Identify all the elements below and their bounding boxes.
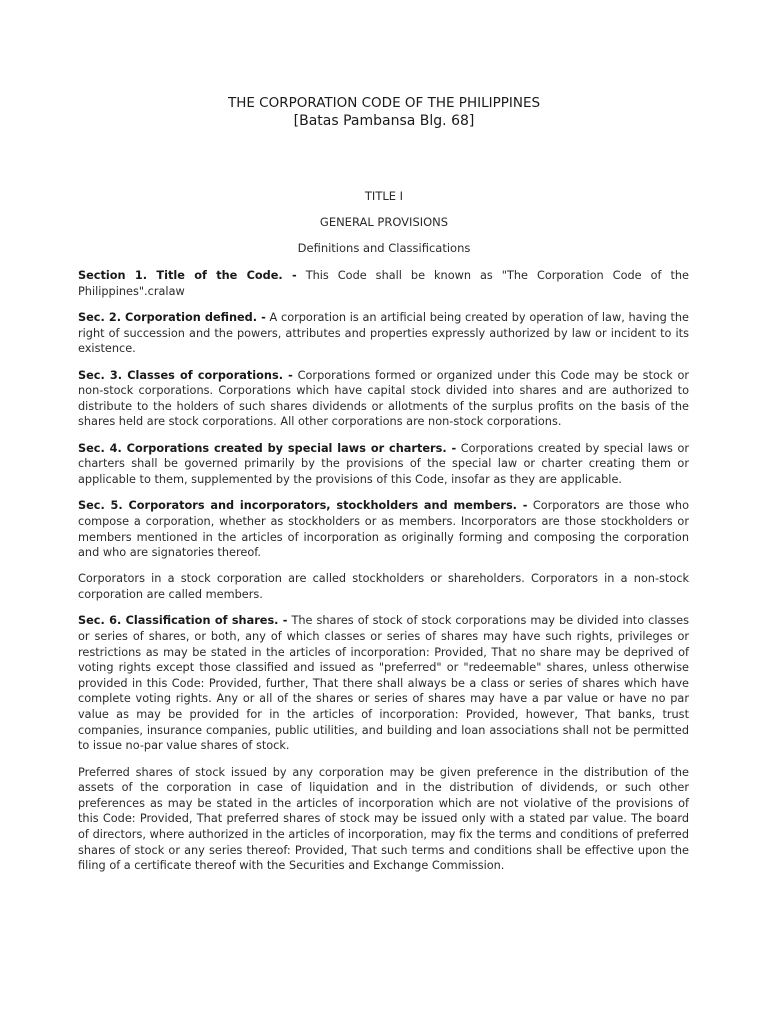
- paragraph-text: Preferred shares of stock issued by any corporation may be given preference in the distribution of the assets of the corporation in case of liquidation and in the distribution of dividends, or such other preferences as may be stated in the articles of incorporation which are not violative of the provisions of this Code: Provided, That preferred shares of stock may be issued only with a stated par value. The board of directors, where authorized in the articles of incorporation, may fix the terms and conditions of preferred shares of stock or any series thereof: Provided, That such terms and conditions shall be effective upon the filing of a certificate thereof with the Securities and Exchange Commission.: [78, 765, 689, 873]
- section-heading: Sec. 2. Corporation defined. -: [78, 310, 266, 324]
- paragraph-text: A corporation is an artificial being created by operation of law, having the right of succession and the powers, attributes and properties expressly authorized by law or incident to its existence.: [78, 310, 689, 356]
- title-heading: TITLE I: [364, 189, 404, 203]
- section-heading: Sec. 4. Corporations created by special laws or charters. -: [78, 441, 457, 455]
- paragraph-text: Corporators are those who compose a corporation, whether as stockholders or as members. Incorporators are those stockholders or members mentioned in the articles of incorporation as originally forming and composing the corporation and who are signatories thereof.: [78, 499, 689, 560]
- paragraph-text: Corporations created by special laws or charters shall be governed primarily by the provisions of the special law or charter creating them or applicable to them, supplemented by the provisions of this Code, insofar as they are applicable.: [78, 441, 689, 486]
- section-heading: Sec. 6. Classification of shares. -: [78, 614, 288, 628]
- general-provisions-heading: GENERAL PROVISIONS: [319, 215, 449, 229]
- paragraph-text: The shares of stock of stock corporations may be divided into classes or series of shares, or both, any of which classes or series of shares may have such rights, privileges or restrictions as may be stated in the articles of incorporation: Provided, That no share may be deprived of voting rights except those classified and issued as "preferred" or "redeemable" shares, unless otherwise provided in this Code: Provided, further, That there shall always be a class or series of shares which have complete voting rights. Any or all of the shares or series of shares may have a par value or have no par value as may be provided for in the articles of incorporation: Provided, however, That banks, trust companies, insurance companies, public utilities, and building and loan associations shall not be permitted to issue no-par value shares of stock.: [78, 614, 689, 753]
- definitions-heading: Definitions and Classifications: [297, 241, 471, 255]
- document-subtitle: [Batas Pambansa Blg. 68]: [293, 113, 475, 129]
- document-body: [78, 268, 689, 885]
- section-heading: Sec. 3. Classes of corporations. -: [78, 368, 293, 382]
- document-title: THE CORPORATION CODE OF THE PHILIPPINES: [227, 95, 541, 111]
- paragraph-text: Corporations formed or organized under this Code may be stock or non-stock corporations. Corporations which have capital stock divided into shares and are authorized to distribute to the holders of such shares dividends or allotments of the surplus profits on the basis of the shares held are stock corporations. All other corporations are non-stock corporations.: [78, 368, 690, 429]
- paragraph-section-6: [78, 613, 689, 753]
- paragraph-section-5: [78, 498, 689, 560]
- section-heading: Section 1. Title of the Code. -: [78, 269, 297, 282]
- paragraph-text: Corporators in a stock corporation are called stockholders or shareholders. Corporators in a non-stock corporation are called members.: [78, 572, 689, 602]
- section-heading: Sec. 5. Corporators and incorporators, stockholders and members. -: [78, 499, 528, 513]
- paragraph-section-3: [78, 368, 689, 430]
- paragraph-section-4: [78, 441, 689, 488]
- paragraph-section-6-continued: [78, 765, 689, 874]
- paragraph-section-2: [78, 310, 689, 357]
- paragraph-section-1: [78, 268, 689, 299]
- paragraph-section-5-continued: [78, 571, 689, 602]
- paragraph-text: This Code shall be known as "The Corporation Code of the Philippines".cralaw: [78, 269, 689, 298]
